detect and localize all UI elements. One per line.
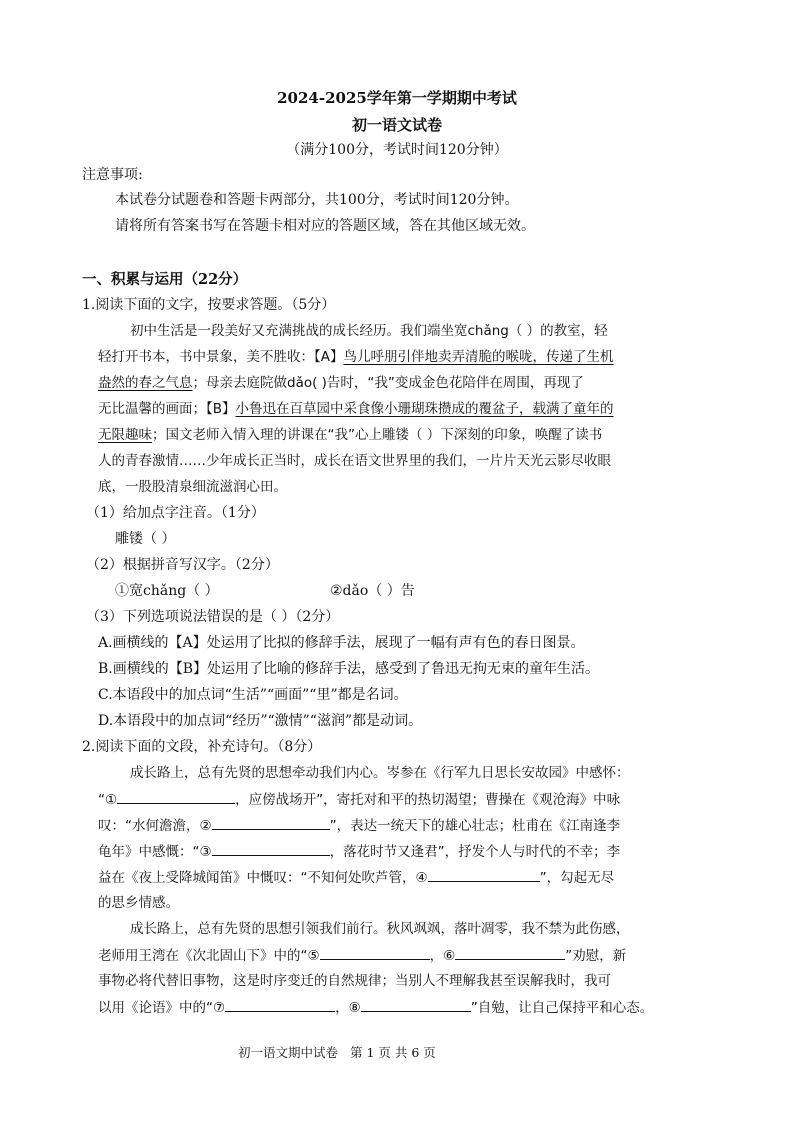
passage-text: ；国文老师入情入理的讲课在“我”心上雕镂（ ）下深刻的印象，唤醒了读书 [152, 427, 603, 443]
passage-line-7: 底，一股股清泉细流滋润心田。 [98, 479, 287, 495]
notice-line-1: 本试卷分试题卷和答题卡两部分，共100分，考试时间120分钟。 [115, 192, 519, 208]
answer-blank-8[interactable] [361, 997, 471, 1012]
underlined-a: 鸟儿呼朋引伴地卖弄清脆的喉咙，传递了生机 [343, 349, 614, 365]
passage-text: ”，勾起无尽 [539, 870, 615, 886]
underlined-b-end: 无限趣味 [98, 427, 152, 443]
poem-passage-line-2 [98, 789, 620, 810]
poem-passage-line-10 [98, 997, 653, 1018]
sub-question-3: （3）下列选项说法错误的是（ ）（2分） [86, 609, 340, 625]
footer-label: 初一语文期中试卷 [238, 1045, 339, 1060]
passage-text: 轻打开书本，书中景象，美不胜收：【A】 [98, 349, 344, 365]
passage-text: 无比温馨的画面；【B】 [98, 401, 236, 417]
answer-blank-3[interactable] [212, 841, 330, 856]
passage-text: 益在《夜上受降城闻笛》中慨叹：“不知何处吹芦管，④ [98, 870, 428, 886]
underlined-b: 小鲁迅在百草园中采食像小珊瑚珠攒成的覆盆子，载满了童年的 [235, 401, 614, 417]
sub-question-1: （1）给加点字注音。（1分） [86, 505, 265, 521]
passage-text: 老师用王湾在《次北固山下》中的“⑤ [98, 948, 320, 964]
option-c: C.本语段中的加点词“生活”“画面”“里”都是名词。 [98, 687, 408, 703]
answer-blank-5[interactable] [320, 945, 430, 960]
passage-text: 龟年》中感慨：“③ [98, 844, 212, 860]
passage-text: ”自勉，让自己保持平和心态。 [470, 1000, 654, 1016]
answer-blank-1[interactable] [117, 789, 235, 804]
passage-line-6: 人的青春激情……少年成长正当时，成长在语文世界里的我们，一片片天光云影尽收眼 [98, 453, 611, 469]
passage-line-5 [98, 425, 602, 445]
notice-heading: 注意事项: [82, 167, 143, 183]
answer-blank-4[interactable] [428, 867, 540, 882]
passage-text: ，落花时节又逢君”，抒发个人与时代的不幸；李 [329, 844, 621, 860]
underlined-a-end: 盎然的春之气息 [98, 375, 193, 391]
option-d: D.本语段中的加点词“经历”“激情”“滋润”都是动词。 [98, 713, 423, 729]
option-b: B.画横线的【B】处运用了比喻的修辞手法，感受到了鲁迅无拘无束的童年生活。 [98, 661, 600, 677]
poem-passage-line-5 [98, 867, 614, 888]
sub-question-2-item-a: ①宽chǎng（ ） [115, 583, 219, 599]
passage-text: ，⑥ [429, 948, 456, 964]
poem-passage-line-9: 事物必将代替旧事物，这是时序变迁的自然规律；当别人不理解我甚至误解我时，我可 [98, 973, 611, 989]
question-1-stem: 1.阅读下面的文字，按要求答题。（5分） [82, 297, 336, 313]
sub-question-2: （2）根据拼音写汉字。（2分） [86, 557, 279, 573]
poem-passage-line-7: 成长路上，总有先贤的思想引领我们前行。秋风飒飒，落叶凋零，我不禁为此伤感， [130, 921, 630, 937]
question-2-stem: 2.阅读下面的文段，补充诗句。（8分） [82, 739, 322, 755]
answer-blank-2[interactable] [212, 815, 330, 830]
poem-passage-line-1: 成长路上，总有先贤的思想牵动我们内心。岑参在《行军九日思长安故园》中感怀： [130, 765, 630, 781]
passage-text: 以用《论语》中的“⑦ [98, 1000, 226, 1016]
answer-blank-7[interactable] [225, 997, 335, 1012]
passage-text: ，应傍战场开”，寄托对和平的热切渴望；曹操在《观沧海》中咏 [235, 792, 621, 808]
poem-passage-line-8 [98, 945, 626, 966]
passage-text: 叹：“水何澹澹，② [98, 818, 212, 834]
passage-line-4 [98, 399, 614, 419]
sub-question-1-item: 雕镂（ ） [115, 531, 176, 547]
exam-subtitle: 初一语文试卷 [351, 116, 442, 134]
passage-text: ”劝慰，新 [565, 948, 627, 964]
passage-text: “① [98, 792, 118, 808]
sub-question-2-item-b: ②dǎo（ ）告 [330, 583, 415, 599]
exam-title: 2024-2025学年第一学期期中考试 [277, 89, 517, 107]
footer-page-number: 第 1 页 共 6 页 [350, 1045, 436, 1060]
option-a: A.画横线的【A】处运用了比拟的修辞手法，展现了一幅有声有色的春日图景。 [98, 635, 585, 651]
section-heading: 一、积累与运用（22分） [82, 271, 248, 288]
answer-blank-6[interactable] [455, 945, 565, 960]
passage-text: ；母亲去庭院做dǎo( )告时，“我”变成金色花陪伴在周围，再现了 [192, 375, 584, 391]
passage-line-2 [98, 347, 614, 367]
poem-passage-line-3 [98, 815, 620, 836]
poem-passage-line-6: 的思乡情感。 [98, 895, 179, 911]
poem-passage-line-4 [98, 841, 620, 862]
passage-text: ，⑧ [335, 1000, 361, 1016]
passage-text: ”，表达一统天下的雄心壮志；杜甫在《江南逢李 [329, 818, 621, 834]
notice-line-2: 请将所有答案书写在答题卡相对应的答题区域，答在其他区域无效。 [115, 218, 535, 234]
passage-line-1: 初中生活是一段美好又充满挑战的成长经历。我们端坐宽chǎng（ ）的教室，轻 [130, 323, 608, 339]
score-time-note: （满分100分，考试时间120分钟） [286, 142, 508, 158]
passage-line-3 [98, 373, 584, 393]
